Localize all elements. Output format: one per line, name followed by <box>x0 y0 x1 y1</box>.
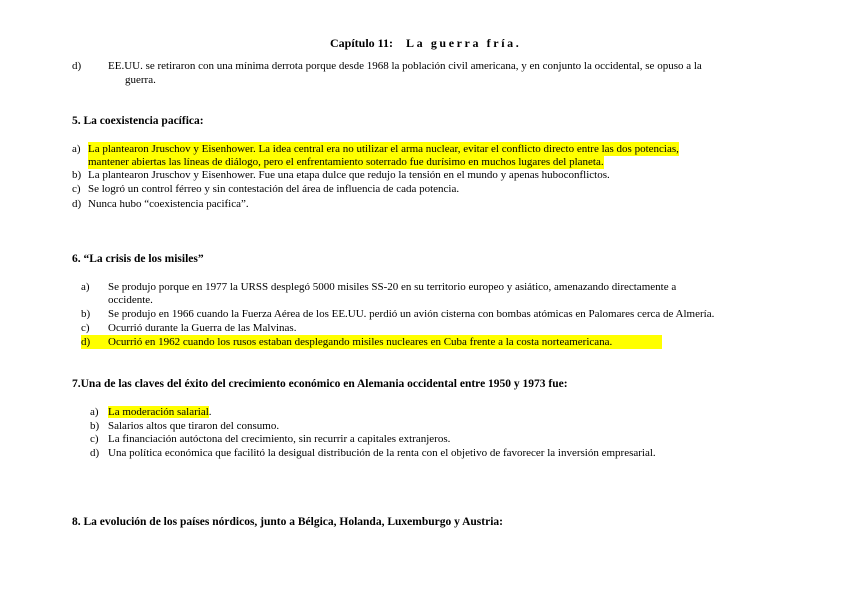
option-text-tail: . <box>208 406 212 418</box>
question-8-title: 8. La evolución de los países nórdicos, junto a Bélgica, Holanda, Luxemburgo y Austria: <box>72 516 503 528</box>
option-text-highlighted: La moderación salarial <box>108 406 209 418</box>
chapter-label: Capítulo 11: <box>330 36 394 50</box>
question-7-title: 7.Una de las claves del éxito del crecimiento económico en Alemania occidental entre 1950 y 1973 fue: <box>72 378 568 390</box>
option-text: Nunca hubo “coexistencia pacifica”. <box>88 198 249 210</box>
option-letter: c) <box>90 433 99 445</box>
chapter-title <box>330 36 521 50</box>
option-letter: b) <box>90 420 100 432</box>
option-letter: b) <box>81 308 91 320</box>
option-text-line2-highlighted: mantener abiertas las líneas de diálogo, pero el enfrentamiento soterrado fue durísimo en muchos lugares del planeta. <box>88 156 604 168</box>
option-text <box>108 405 212 419</box>
option-text-line2: guerra. <box>125 74 156 86</box>
option-letter: a) <box>90 406 99 418</box>
option-letter: a) <box>81 281 90 293</box>
option-letter: c) <box>81 322 90 334</box>
question-6-title: 6. “La crisis de los misiles” <box>72 253 204 265</box>
chapter-topic: La guerra fría. <box>406 36 522 50</box>
option-text-line2: occidente. <box>108 294 153 306</box>
option-letter: b) <box>72 169 82 181</box>
option-letter: d) <box>72 198 82 210</box>
option-letter: d) <box>72 60 82 72</box>
option-text: La financiación autóctona del crecimiento, sin recurrir a capitales extranjeros. <box>108 433 451 445</box>
option-letter: d) <box>90 447 100 459</box>
option-text-line1: EE.UU. se retiraron con una mínima derrota porque desde 1968 la población civil americana, y en conjunto la occidental, se opuso a la <box>108 60 702 72</box>
option-text: La plantearon Jruschov y Eisenhower. Fue una etapa dulce que redujo la tensión en el mundo y apenas huboconflictos. <box>88 169 610 181</box>
option-text-line1-highlighted: La plantearon Jruschov y Eisenhower. La idea central era no utilizar el arma nuclear, evitar el conflicto directo entre las dos potencias, <box>88 143 679 155</box>
option-letter: a) <box>72 143 81 155</box>
option-text: Una política económica que facilitó la desigual distribución de la renta con el objetivo de favorecer la inversión empresarial. <box>108 447 656 459</box>
option-text-highlighted: Ocurrió en 1962 cuando los rusos estaban desplegando misiles nucleares en Cuba frente a la costa norteamericana. <box>108 336 613 348</box>
question-5-title: 5. La coexistencia pacífica: <box>72 115 204 127</box>
option-text: Se produjo en 1966 cuando la Fuerza Aérea de los EE.UU. perdió un avión cisterna con bombas atómicas en Palomares cerca de Almería. <box>108 308 715 320</box>
option-letter: d) <box>81 336 91 348</box>
option-text: Se logró un control férreo y sin contestación del área de influencia de cada potencia. <box>88 183 460 195</box>
option-text: Salarios altos que tiraron del consumo. <box>108 420 280 432</box>
option-text-line1: Se produjo porque en 1977 la URSS desplegó 5000 misiles SS-20 en su territorio europeo y asiático, amenazando directamente a <box>108 281 677 293</box>
option-letter: c) <box>72 183 81 195</box>
option-text: Ocurrió durante la Guerra de las Malvinas. <box>108 322 297 334</box>
